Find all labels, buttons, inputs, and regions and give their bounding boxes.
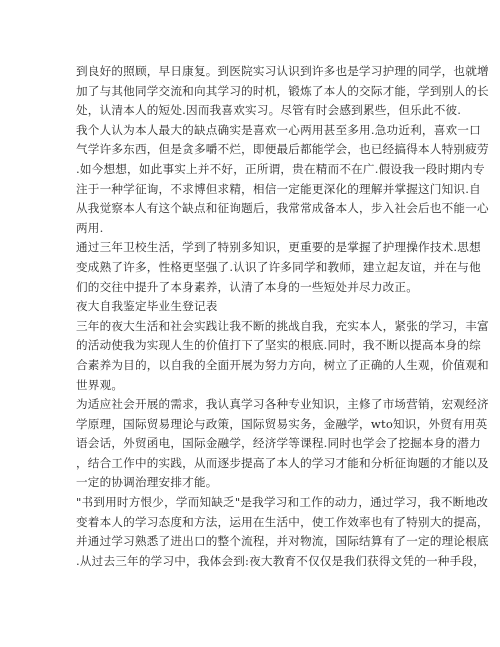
- document-body: [76, 62, 489, 571]
- text-line: .从过去三年的学习中，我体会到:夜大教育不仅仅是我们获得文凭的一种手段，: [76, 553, 485, 568]
- text-line: 并通过学习熟悉了进出口的整个流程，并对物流，国际结算有了一定的理论根底: [76, 534, 489, 549]
- text-line: 们的交往中提升了本身素养，认清了本身的一些短处并尽力改正。: [76, 279, 419, 294]
- text-line: 处，认清本人的短处.因而我喜欢实习。尽管有时会感到累些，但乐此不彼.: [76, 103, 462, 118]
- text-line: 两用.: [76, 220, 104, 235]
- text-line: 变成熟了许多，性格更坚强了.认识了许多同学和教师，建立起友谊，并在与他: [76, 259, 481, 274]
- text-line: ，结合工作中的实践，从而逐步提高了本人的学习才能和分析征询题的才能以及: [76, 455, 489, 470]
- text-line: 气学许多东西，但是贪多嚼不烂，即便最后都能学会，也已经搞得本人特别疲劳: [76, 142, 489, 157]
- text-line: 我个人认为本人最大的缺点确实是喜欢一心两用甚至多用.急功近利，喜欢一口: [76, 122, 481, 137]
- text-line: 世界观。: [76, 377, 124, 392]
- text-line: 为适应社会开展的需求，我认真学习各种专业知识，主修了市场营销，宏观经济: [76, 397, 489, 412]
- text-line: 从我觉察本人有这个缺点和征询题后，我常常成备本人，步入社会后也不能一心: [76, 201, 489, 216]
- text-line: 语会话，外贸函电，国际金融学，经济学等课程.同时也学会了挖掘本身的潜力: [76, 436, 481, 451]
- text-line: 三年的夜大生活和社会实践让我不断的挑战自我，充实本人，紧张的学习，丰富: [76, 318, 489, 333]
- text-line: "书到用时方恨少，学而知缺乏"是我学习和工作的动力，通过学习，我不断地改: [76, 495, 489, 510]
- text-line: 通过三年卫校生活，学到了特别多知识，更重要的是掌握了护理操作技术.思想: [76, 240, 481, 255]
- text-line: 学原理，国际贸易理论与政策，国际贸易实务，金融学，wto知识，外贸有用英: [76, 416, 488, 431]
- text-line: 合素养为目的，以自我的全面开展为努力方向，树立了正确的人生观，价值观和: [76, 357, 489, 372]
- text-line: 加了与其他同学交流和向其学习的时机，锻炼了本人的交际才能，学到别人的长: [76, 83, 489, 98]
- text-line: 的活动使我为实现人生的价值打下了坚实的根底.同时，我不断以提高本身的综: [76, 338, 481, 353]
- text-line: 注于一种学征询，不求博但求精，相信一定能更深化的理解并掌握这门知识.自: [76, 181, 481, 196]
- text-line: .如今想想，如此事实上并不好，正所谓，贵在精而不在广.假设我一段时期内专: [76, 161, 485, 176]
- text-line: 变着本人的学习态度和方法，运用在生活中，使工作效率也有了特别大的提高，: [76, 514, 489, 529]
- text-line: 一定的协调治理安排才能。: [76, 475, 218, 490]
- section-heading: 夜大自我鉴定毕业生登记表: [76, 299, 218, 314]
- text-line: 到良好的照顾，早日康复。到医院实习认识到许多也是学习护理的同学，也就增: [76, 64, 489, 78]
